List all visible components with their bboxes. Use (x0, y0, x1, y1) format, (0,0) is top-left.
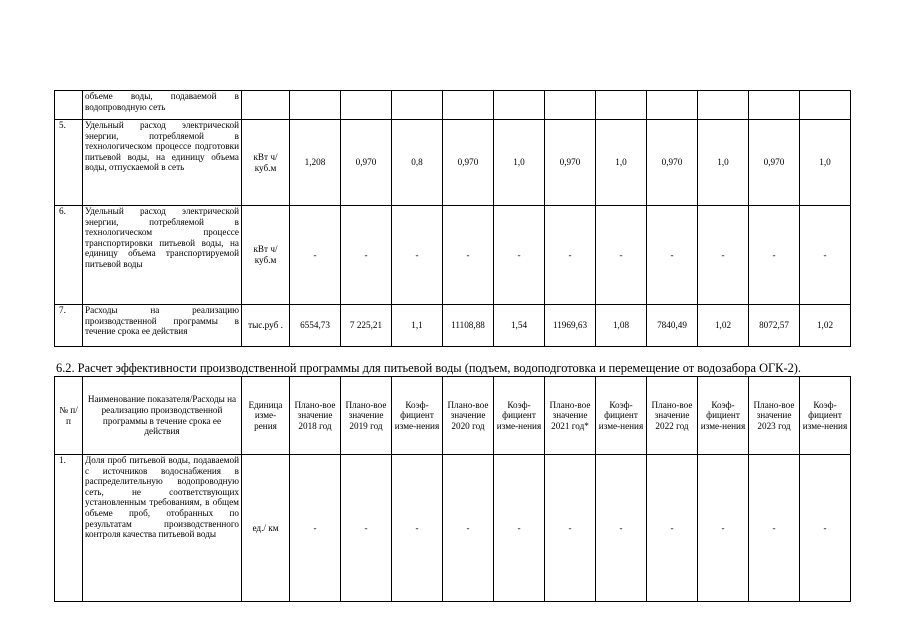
row-value-cell: 0,8 (392, 120, 443, 206)
table-row (55, 120, 851, 206)
row-value-cell: - (443, 455, 494, 602)
row-value-cell (698, 91, 749, 120)
row-value-cell: 1,02 (800, 305, 851, 347)
row-indicator-name: Удельный расход электрической энергии, потребляемой в технологическом процессе транспортировки питьевой воды, на единицу объема транспортируемой питьевой воды (83, 206, 242, 305)
table-row (55, 91, 851, 120)
header-num: № п/п (55, 377, 83, 455)
row-indicator-name: Доля проб питьевой воды, подаваемой с источников водоснабжения в распределительную водопроводную сеть, не соответствующих установленным требованиям, в общем объеме проб, отобранных по результатам производственного контроля качества питьевой воды (83, 455, 242, 602)
row-value-cell: - (341, 206, 392, 305)
row-value-cell: - (698, 455, 749, 602)
row-value-cell: - (494, 455, 545, 602)
row-value-cell: - (494, 206, 545, 305)
row-value-cell (647, 91, 698, 120)
row-value-cell: 11108,88 (443, 305, 494, 347)
row-value-cell: 1,0 (596, 120, 647, 206)
row-unit: кВт ч/куб.м (242, 206, 290, 305)
row-value-cell: 0,970 (545, 120, 596, 206)
section-heading: 6.2. Расчет эффективности производственной программы для питьевой воды (подъем, водоподготовка и перемещение от водозабора ОГК-2). (56, 361, 801, 375)
row-value-cell: - (545, 455, 596, 602)
row-value-cell: 1,208 (290, 120, 341, 206)
row-indicator-name: объеме воды, подаваемой в водопроводную сеть (83, 91, 242, 120)
row-value-cell: 1,54 (494, 305, 545, 347)
row-value-cell: 1,02 (698, 305, 749, 347)
row-value-cell (341, 91, 392, 120)
row-value-cell (749, 91, 800, 120)
row-number: 1. (55, 455, 83, 602)
row-number: 6. (55, 206, 83, 305)
header-plan-column: Плано-вое значение 2019 год (341, 377, 392, 455)
row-value-cell: 8072,57 (749, 305, 800, 347)
row-value-cell: - (290, 206, 341, 305)
row-value-cell: - (800, 455, 851, 602)
row-value-cell: 1,0 (800, 120, 851, 206)
row-value-cell: - (647, 206, 698, 305)
row-value-cell: 0,970 (443, 120, 494, 206)
row-value-cell: 1,08 (596, 305, 647, 347)
row-unit (242, 91, 290, 120)
header-plan-column: Плано-вое значение 2022 год (647, 377, 698, 455)
row-value-cell: 7840,49 (647, 305, 698, 347)
row-value-cell: 1,0 (494, 120, 545, 206)
table-row (55, 305, 851, 347)
row-value-cell: - (749, 455, 800, 602)
row-value-cell (290, 91, 341, 120)
row-number: 7. (55, 305, 83, 347)
row-value-cell (800, 91, 851, 120)
row-value-cell: 1,0 (698, 120, 749, 206)
row-value-cell: - (698, 206, 749, 305)
row-value-cell: - (443, 206, 494, 305)
table-header-row (55, 377, 851, 455)
table-row (55, 455, 851, 602)
row-value-cell: 6554,73 (290, 305, 341, 347)
row-value-cell: - (341, 455, 392, 602)
row-value-cell: - (392, 206, 443, 305)
row-value-cell: 7 225,21 (341, 305, 392, 347)
row-number (55, 91, 83, 120)
row-value-cell: 0,970 (341, 120, 392, 206)
row-value-cell (392, 91, 443, 120)
row-value-cell: - (647, 455, 698, 602)
row-value-cell: 11969,63 (545, 305, 596, 347)
row-value-cell: - (545, 206, 596, 305)
header-plan-column: Плано-вое значение 2018 год (290, 377, 341, 455)
header-name: Наименование показателя/Расходы на реализацию производственной программы в течение срока ее действия (83, 377, 242, 455)
row-value-cell: 0,970 (749, 120, 800, 206)
row-indicator-name: Удельный расход электрической энергии, потребляемой в технологическом процессе подготовки питьевой воды, на единицу объема воды, отпускаемой в сеть (83, 120, 242, 206)
row-indicator-name: Расходы на реализацию производственной программы в течение срока ее действия (83, 305, 242, 347)
row-value-cell: - (749, 206, 800, 305)
row-number: 5. (55, 120, 83, 206)
row-value-cell: - (290, 455, 341, 602)
row-unit: тыс.руб . (242, 305, 290, 347)
header-plan-column: Коэф-фициент изме-нения (800, 377, 851, 455)
row-value-cell: - (800, 206, 851, 305)
row-value-cell: - (392, 455, 443, 602)
row-value-cell (545, 91, 596, 120)
row-value-cell (596, 91, 647, 120)
efficiency-table-ogk2 (54, 376, 851, 602)
row-value-cell: 0,970 (647, 120, 698, 206)
header-plan-column: Коэф-фициент изме-нения (698, 377, 749, 455)
row-value-cell (443, 91, 494, 120)
row-unit: ед./ км (242, 455, 290, 602)
header-plan-column: Плано-вое значение 2020 год (443, 377, 494, 455)
header-plan-column: Коэф-фициент изме-нения (596, 377, 647, 455)
header-plan-column: Плано-вое значение 2021 год* (545, 377, 596, 455)
efficiency-table-continued (54, 90, 851, 347)
header-plan-column: Коэф-фициент изме-нения (494, 377, 545, 455)
row-value-cell: 1,1 (392, 305, 443, 347)
row-value-cell: - (596, 455, 647, 602)
header-unit: Единица изме-рения (242, 377, 290, 455)
row-unit: кВт ч/куб.м (242, 120, 290, 206)
row-value-cell: - (596, 206, 647, 305)
table-row (55, 206, 851, 305)
row-value-cell (494, 91, 545, 120)
header-plan-column: Плано-вое значение 2023 год (749, 377, 800, 455)
header-plan-column: Коэф-фициент изме-нения (392, 377, 443, 455)
